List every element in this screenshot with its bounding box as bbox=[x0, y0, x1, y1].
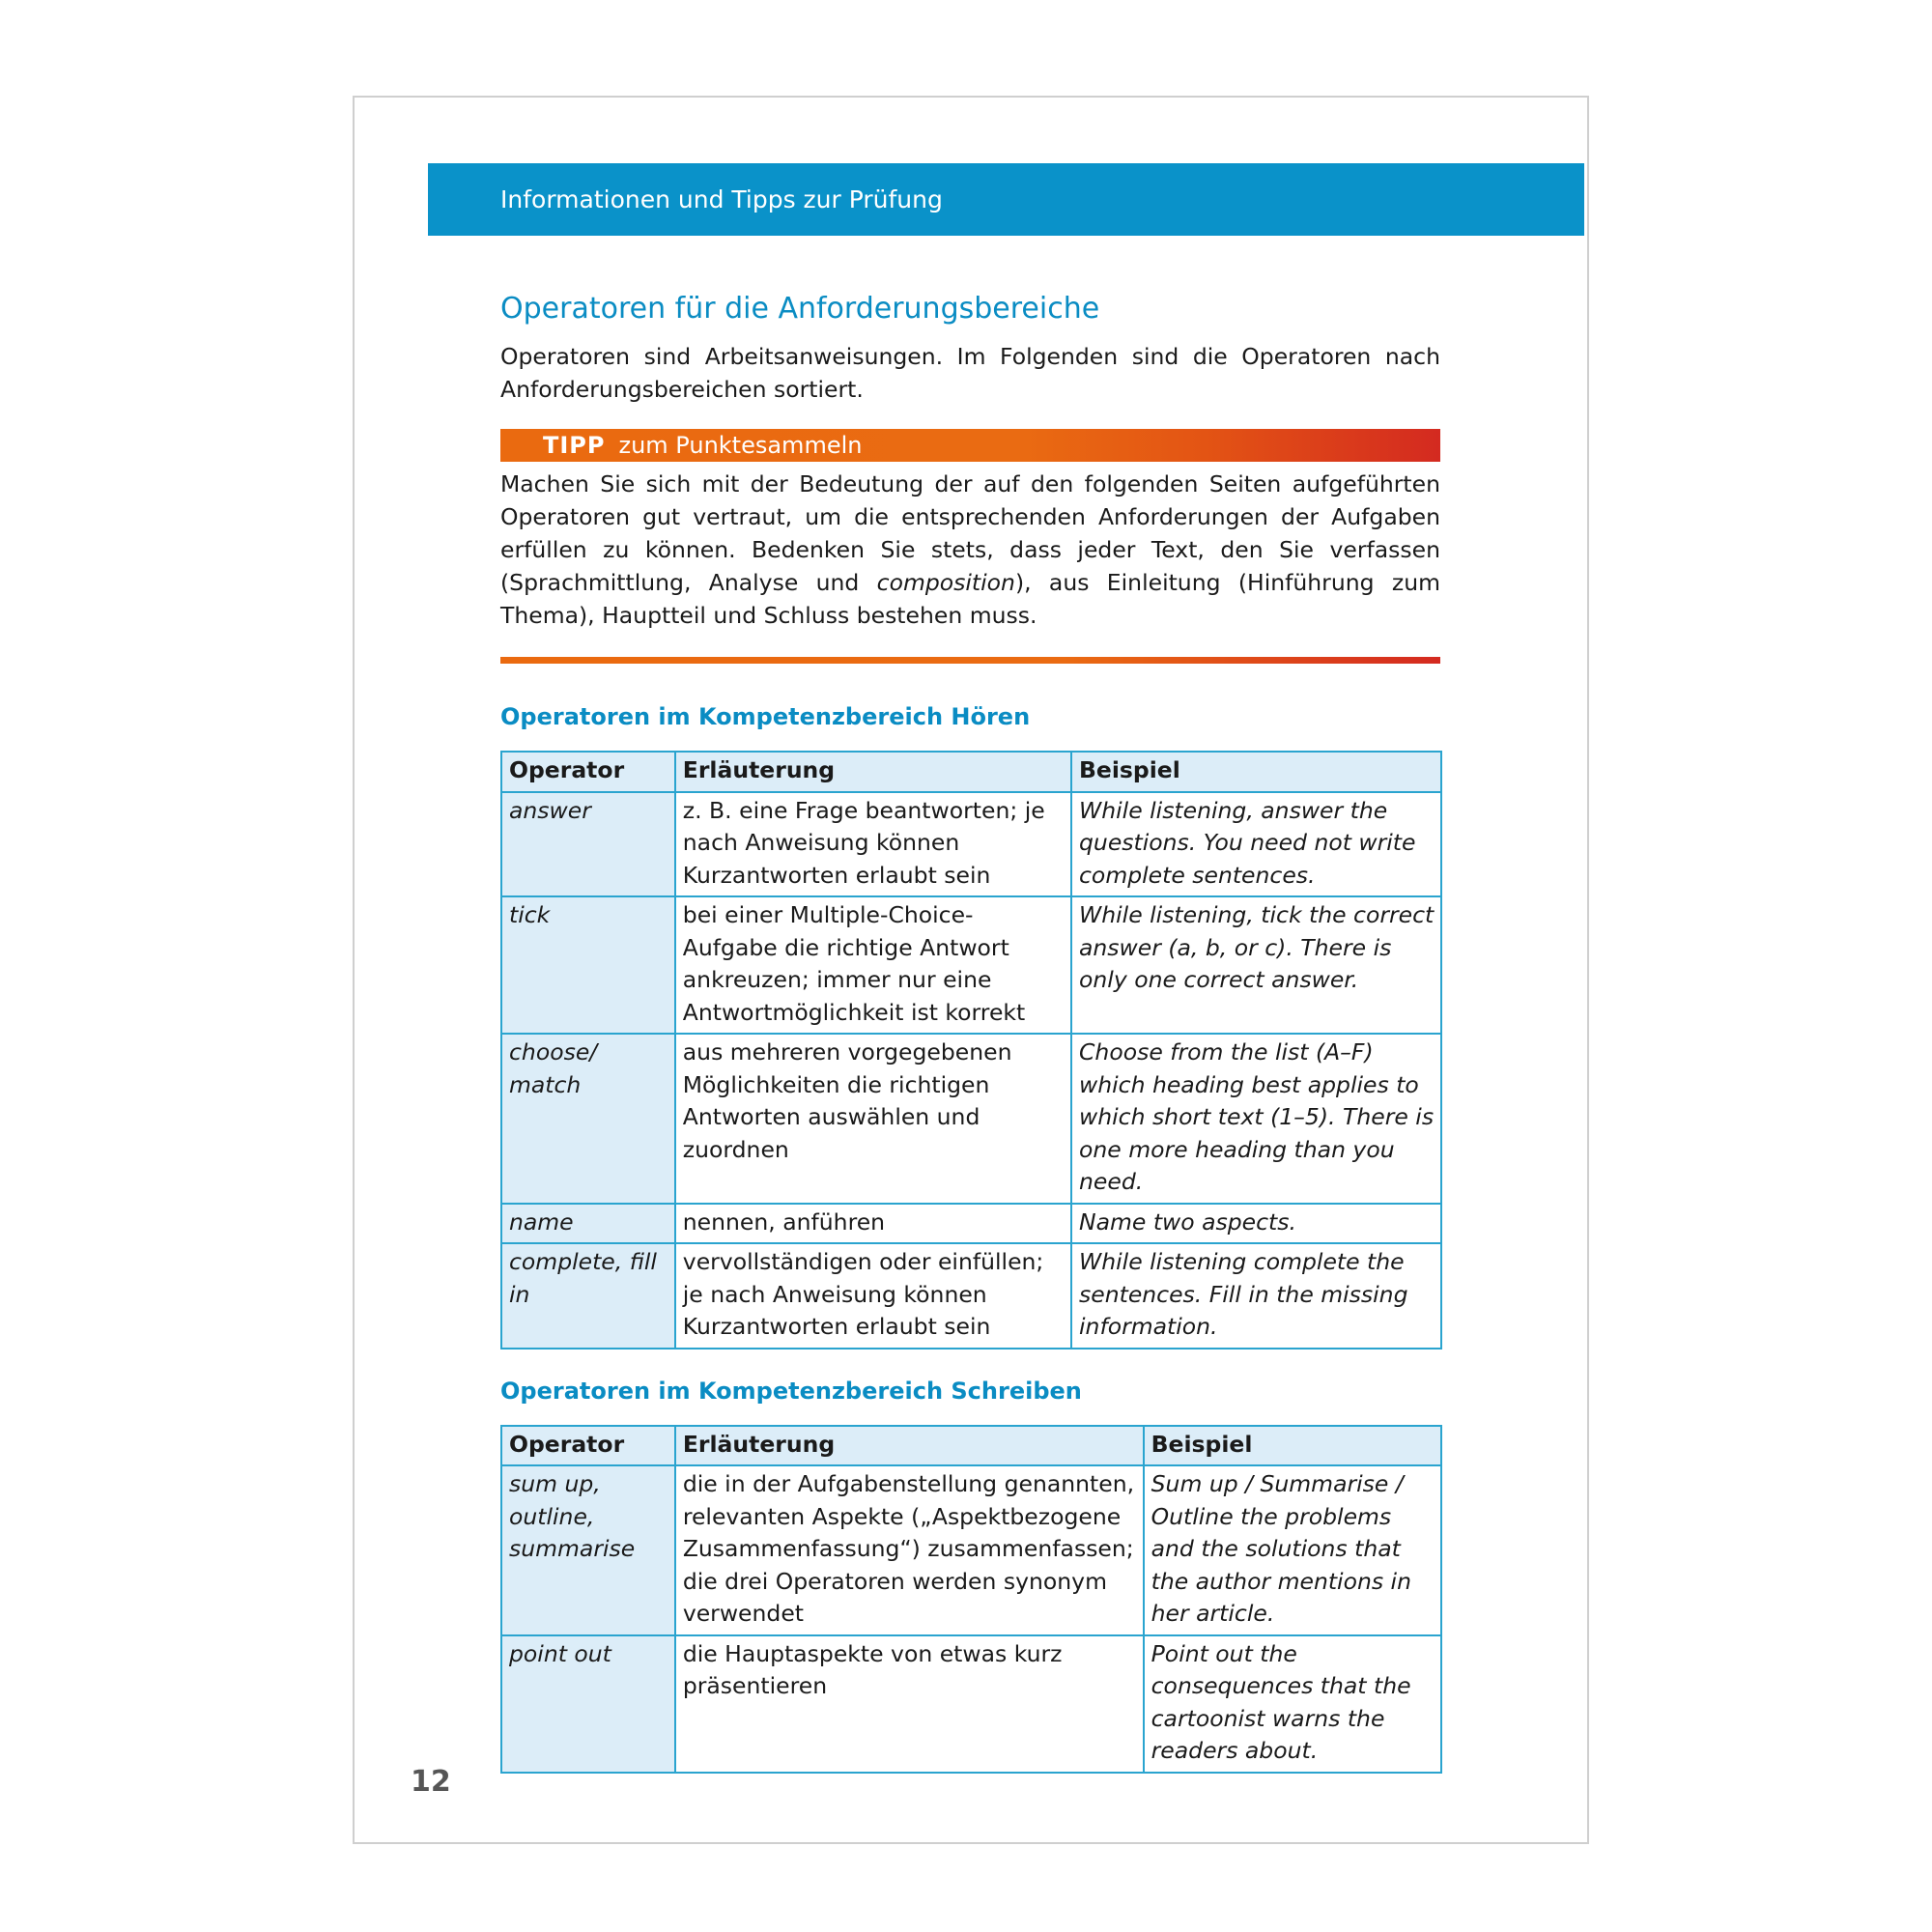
explanation-cell: bei einer Multiple-Choice-Aufgabe die richtige Antwort ankreuzen; immer nur eine Antwortmöglichkeit ist korrekt bbox=[675, 896, 1071, 1034]
operator-cell: sum up, outline, summarise bbox=[501, 1465, 675, 1635]
section-title-hoeren: Operatoren im Kompetenzbereich Hören bbox=[500, 703, 1031, 730]
table-row bbox=[501, 1034, 1441, 1204]
column-header-operator: Operator bbox=[501, 1426, 675, 1466]
table-header-row bbox=[501, 1426, 1441, 1466]
explanation-cell: nennen, anführen bbox=[675, 1204, 1071, 1244]
tipp-divider bbox=[500, 657, 1440, 664]
column-header-explanation: Erläuterung bbox=[675, 752, 1071, 792]
tipp-text-italic: composition bbox=[876, 569, 1015, 596]
table-row bbox=[501, 1635, 1441, 1773]
tipp-text-part: Machen Sie sich mit der Bedeutung der auf den folgenden Seiten aufgeführten Operatoren gut vertraut, um die entsprechenden Anforderungen der Aufgaben erfüllen zu können. Bedenken Sie stets, dass jeder Text, den Sie verfassen (Sprachmittlung, Analyse und bbox=[500, 470, 1440, 596]
column-header-operator: Operator bbox=[501, 752, 675, 792]
section-title-schreiben: Operatoren im Kompetenzbereich Schreiben bbox=[500, 1377, 1082, 1405]
example-cell: While listening complete the sentences. Fill in the missing information. bbox=[1071, 1243, 1441, 1349]
tipp-text bbox=[500, 468, 1440, 632]
tipp-text-part: ), aus Einleitung (Hinführung zum Thema), Hauptteil und Schluss bestehen muss. bbox=[500, 569, 1441, 629]
operator-cell: choose/ match bbox=[501, 1034, 675, 1204]
example-cell: Sum up / Summarise / Outline the problems and the solutions that the author mentions in her article. bbox=[1144, 1465, 1441, 1635]
page-title: Operatoren für die Anforderungsbereiche bbox=[500, 292, 1100, 326]
operator-table-hoeren bbox=[500, 751, 1442, 1350]
column-header-explanation: Erläuterung bbox=[675, 1426, 1144, 1466]
operator-cell: answer bbox=[501, 792, 675, 897]
table-row bbox=[501, 1243, 1441, 1349]
table-row bbox=[501, 1204, 1441, 1244]
operator-cell: tick bbox=[501, 896, 675, 1034]
chapter-header-band bbox=[428, 163, 1584, 236]
table-header-row bbox=[501, 752, 1441, 792]
example-cell: While listening, tick the correct answer (a, b, or c). There is only one correct answer. bbox=[1071, 896, 1441, 1034]
explanation-cell: vervollständigen oder einfüllen; je nach Anweisung können Kurzantworten erlaubt sein bbox=[675, 1243, 1071, 1349]
table-row bbox=[501, 896, 1441, 1034]
example-cell: Point out the consequences that the cartoonist warns the readers about. bbox=[1144, 1635, 1441, 1773]
tipp-banner bbox=[500, 429, 1440, 462]
column-header-example: Beispiel bbox=[1144, 1426, 1441, 1466]
tipp-title: zum Punktesammeln bbox=[618, 432, 863, 459]
operator-cell: complete, fill in bbox=[501, 1243, 675, 1349]
explanation-cell: die Hauptaspekte von etwas kurz präsentieren bbox=[675, 1635, 1144, 1773]
example-cell: Choose from the list (A–F) which heading best applies to which short text (1–5). There is one more heading than you need. bbox=[1071, 1034, 1441, 1204]
explanation-cell: z. B. eine Frage beantworten; je nach Anweisung können Kurzantworten erlaubt sein bbox=[675, 792, 1071, 897]
intro-paragraph: Operatoren sind Arbeitsanweisungen. Im Folgenden sind die Operatoren nach Anforderungsbereichen sortiert. bbox=[500, 343, 1440, 403]
operator-table-schreiben bbox=[500, 1425, 1442, 1774]
chapter-title: Informationen und Tipps zur Prüfung bbox=[500, 185, 943, 213]
column-header-example: Beispiel bbox=[1071, 752, 1441, 792]
explanation-cell: aus mehreren vorgegebenen Möglichkeiten die richtigen Antworten auswählen und zuordnen bbox=[675, 1034, 1071, 1204]
table-row bbox=[501, 1465, 1441, 1635]
table-row bbox=[501, 792, 1441, 897]
example-cell: While listening, answer the questions. You need not write complete sentences. bbox=[1071, 792, 1441, 897]
page-content bbox=[500, 290, 1440, 1774]
tipp-label: TIPP bbox=[543, 432, 606, 459]
operator-cell: point out bbox=[501, 1635, 675, 1773]
example-cell: Name two aspects. bbox=[1071, 1204, 1441, 1244]
page-number: 12 bbox=[411, 1765, 451, 1799]
explanation-cell: die in der Aufgabenstellung genannten, relevanten Aspekte („Aspektbezogene Zusammenfassung“) zusammenfassen; die drei Operatoren werden synonym verwendet bbox=[675, 1465, 1144, 1635]
operator-cell: name bbox=[501, 1204, 675, 1244]
